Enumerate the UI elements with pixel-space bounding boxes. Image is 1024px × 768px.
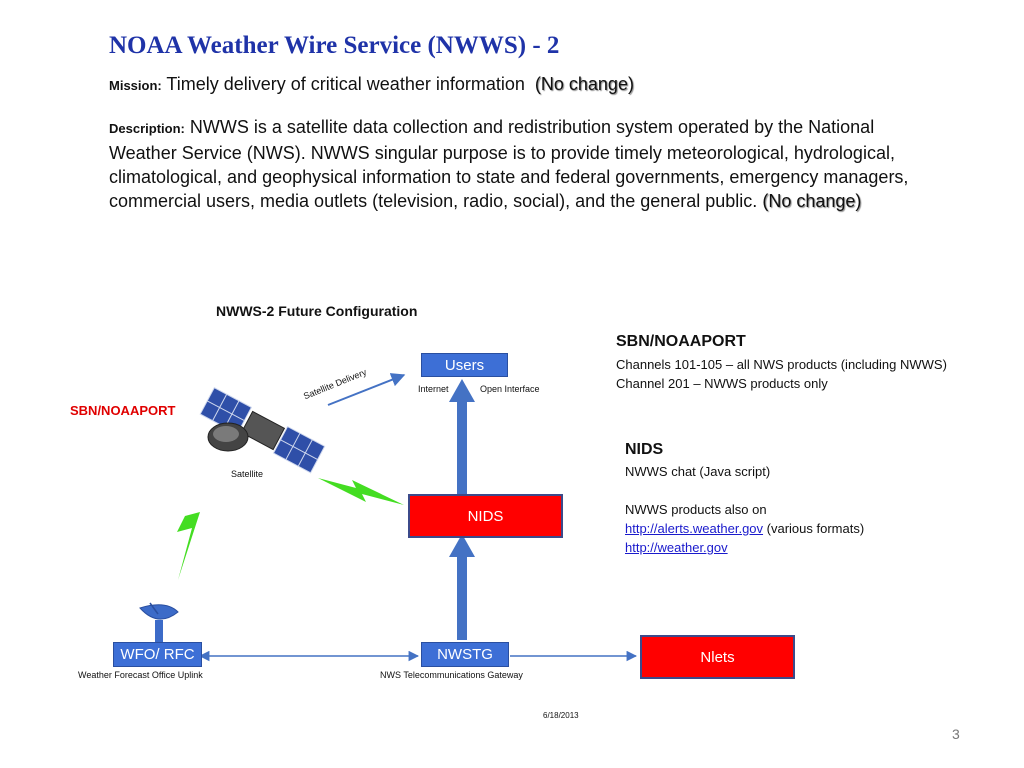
nwstg-box: NWSTG [421,642,509,667]
sbn-line-2: Channel 201 – NWWS products only [616,376,828,391]
link-line-1 [625,519,864,538]
slide-title: NOAA Weather Wire Service (NWWS) - 2 [109,32,560,59]
users-box: Users [421,353,508,377]
diagram-sbn-label: SBN/NOAAPORT [70,403,176,418]
mission-label: Mission: [109,78,162,93]
diagram-title: NWWS-2 Future Configuration [216,303,418,319]
weather-gov-link[interactable]: http://weather.gov [625,540,728,555]
page-number: 3 [952,726,960,742]
nids-box: NIDS [408,494,563,538]
open-interface-label: Open Interface [480,384,540,394]
wfo-rfc-box: WFO/ RFC [113,642,202,667]
lightning-bolt-icon [177,470,208,580]
description-text: NWWS is a satellite data collection and redistribution system operated by the National Weather Service (NWS). NWWS singular purpose is to provide timely meteorological, hydrological, climatological, and geophysical information to state and federal governments, emergency managers, commercial users, media outlets (television, radio, social), and the general public. [109,117,909,211]
mission-no-change: (No change) [534,74,634,94]
nids-line-1: NWWS chat (Java script) [625,464,771,479]
sbn-heading: SBN/NOAAPORT [616,333,746,350]
description-no-change: (No change) [762,191,862,211]
wfo-caption: Weather Forecast Office Uplink [78,670,203,680]
alerts-weather-link[interactable]: http://alerts.weather.gov [625,521,764,536]
slide-date: 6/18/2013 [543,711,579,720]
description-label: Description: [109,121,185,136]
satellite-delivery-label: Satellite Delivery [302,366,368,402]
satellite-dish-icon [140,603,178,642]
lightning-bolt-icon [318,478,404,505]
mission-text: Timely delivery of critical weather information [166,74,525,94]
link-1-suffix: (various formats) [763,521,865,536]
internet-label: Internet [418,384,449,394]
nwstg-caption: NWS Telecommunications Gateway [380,670,523,680]
sbn-line-1: Channels 101-105 – all NWS products (including NWWS) [616,357,947,372]
nlets-box: Nlets [640,635,795,679]
nids-heading: NIDS [625,441,664,458]
nids-line-2: NWWS products also on [625,502,767,517]
link-line-2 [625,538,728,557]
satellite-label: Satellite [231,469,264,479]
